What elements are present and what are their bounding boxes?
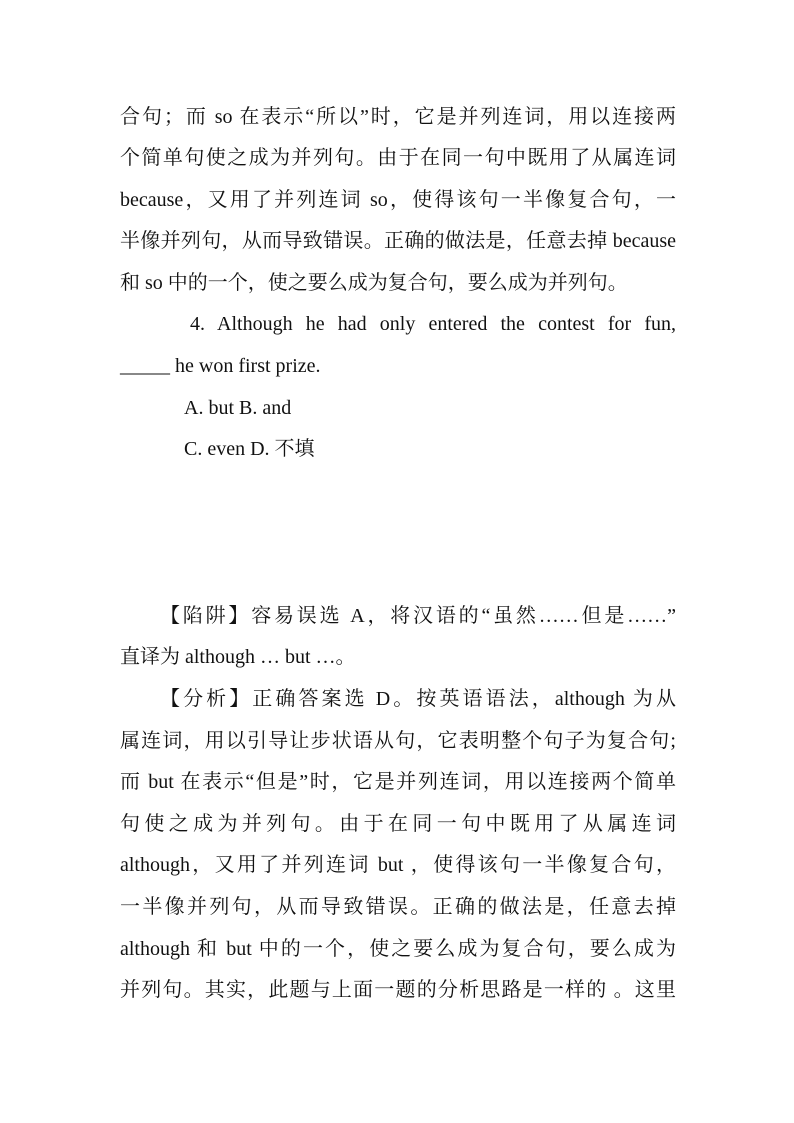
question-stem-line: _____ he won first prize. bbox=[120, 355, 321, 377]
trap-line: 直译为 although … but …。 bbox=[120, 646, 356, 668]
analysis-line: 一半像并列句，从而导致错误。正确的做法是，任意去掉 bbox=[120, 896, 676, 918]
analysis-line: 并列句。其实，此题与上面一题的分析思路是一样的 。这里 bbox=[120, 979, 676, 1001]
question-stem-line: 4. Although he had only entered the contest for fun, bbox=[190, 313, 676, 335]
text-line: 半像并列句，从而导致错误。正确的做法是，任意去掉 because bbox=[120, 230, 676, 252]
analysis-line: 而 but 在表示“但是”时，它是并列连词，用以连接两个简单 bbox=[120, 771, 676, 793]
trap-line: 【陷阱】容易误选 A，将汉语的“虽然……但是……” bbox=[160, 605, 676, 627]
analysis-line: 句使之成为并列句。由于在同一句中既用了从属连词 bbox=[120, 813, 676, 835]
analysis-line: 属连词，用以引导让步状语从句，它表明整个句子为复合句; bbox=[120, 730, 676, 752]
text-line: because，又用了并列连词 so，使得该句一半像复合句，一 bbox=[120, 189, 676, 211]
analysis-line: although 和 but 中的一个，使之要么成为复合句，要么成为 bbox=[120, 938, 676, 960]
text-line: 个简单句使之成为并列句。由于在同一句中既用了从属连词 bbox=[120, 147, 676, 169]
analysis-line: although，又用了并列连词 but ，使得该句一半像复合句， bbox=[120, 854, 676, 876]
options-row: C. even D. 不填 bbox=[184, 438, 315, 460]
analysis-line: 【分析】正确答案选 D。按英语语法，although 为从 bbox=[160, 688, 676, 710]
options-row: A. but B. and bbox=[184, 397, 292, 419]
text-line: 合句；而 so 在表示“所以”时，它是并列连词，用以连接两 bbox=[120, 106, 676, 128]
text-line: 和 so 中的一个，使之要么成为复合句，要么成为并列句。 bbox=[120, 272, 628, 294]
